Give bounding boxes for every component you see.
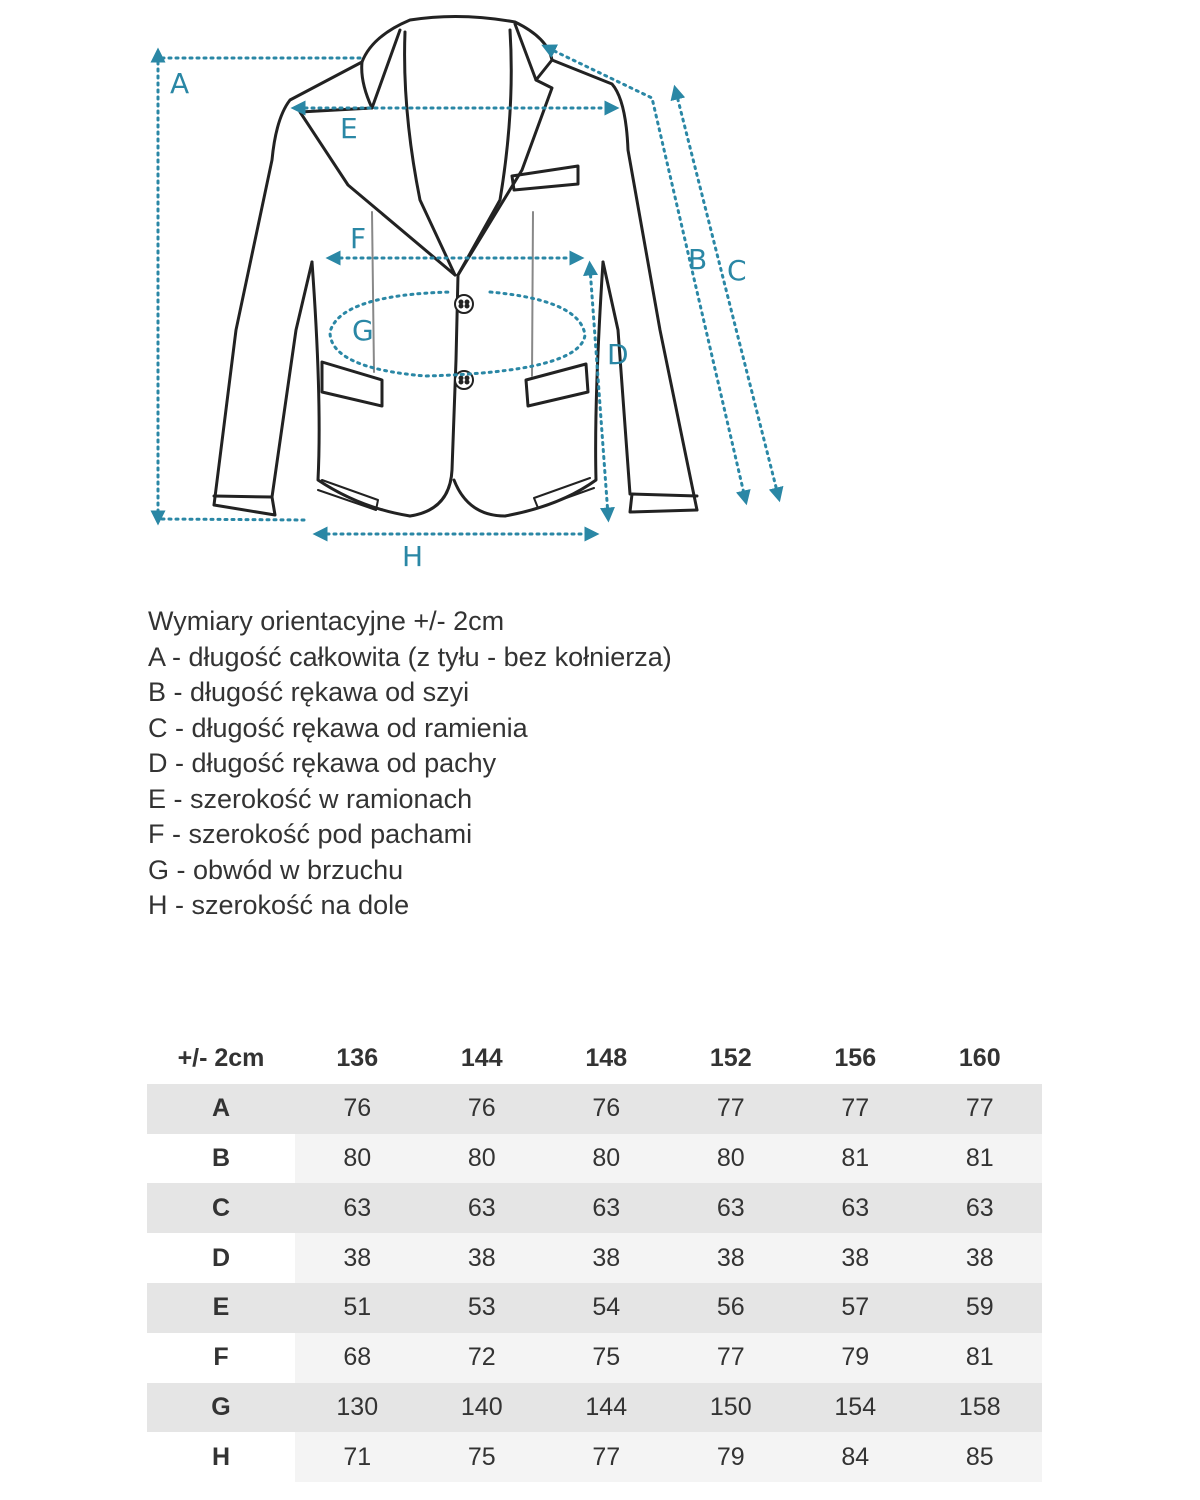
jacket-measurement-diagram — [0, 0, 1200, 590]
row-label: G — [147, 1383, 295, 1433]
table-cell: 71 — [295, 1432, 420, 1482]
table-cell: 38 — [669, 1233, 794, 1283]
legend-item-c: C - długość rękawa od ramienia — [148, 712, 528, 743]
size-header: 152 — [709, 1044, 752, 1073]
table-cell: 76 — [295, 1084, 420, 1134]
legend-item-e: E - szerokość w ramionach — [148, 783, 473, 814]
table-cell: 63 — [918, 1183, 1043, 1233]
table-cell: 81 — [918, 1134, 1043, 1184]
table-row — [147, 1383, 1042, 1433]
measurement-legend — [148, 604, 672, 924]
table-cell: 80 — [295, 1134, 420, 1184]
table-cell: 54 — [544, 1283, 669, 1333]
label-h: H — [402, 540, 424, 573]
table-row — [147, 1084, 1042, 1134]
table-cell: 80 — [420, 1134, 545, 1184]
label-d: D — [607, 338, 629, 371]
table-cell: 80 — [544, 1134, 669, 1184]
legend-item-a: A - długość całkowita (z tyłu - bez kołnierza) — [148, 641, 672, 672]
table-cell: 76 — [544, 1084, 669, 1134]
row-label: E — [147, 1283, 295, 1333]
table-row — [147, 1333, 1042, 1383]
table-cell: 77 — [544, 1432, 669, 1482]
table-corner-tolerance: +/- 2cm — [177, 1044, 265, 1073]
table-cell: 77 — [669, 1084, 794, 1134]
table-cell: 59 — [918, 1283, 1043, 1333]
table-cell: 79 — [793, 1333, 918, 1383]
table-row — [147, 1183, 1042, 1233]
table-row — [147, 1283, 1042, 1333]
table-cell: 154 — [793, 1383, 918, 1433]
row-label: B — [147, 1134, 295, 1184]
table-cell: 63 — [544, 1183, 669, 1233]
table-cell: 81 — [918, 1333, 1043, 1383]
table-row — [147, 1134, 1042, 1184]
table-cell: 38 — [544, 1233, 669, 1283]
table-cell: 38 — [295, 1233, 420, 1283]
table-cell: 77 — [918, 1084, 1043, 1134]
row-label: F — [147, 1333, 295, 1383]
table-cell: 38 — [918, 1233, 1043, 1283]
table-row — [147, 1233, 1042, 1283]
table-cell: 79 — [669, 1432, 794, 1482]
table-cell: 75 — [420, 1432, 545, 1482]
table-cell: 77 — [669, 1333, 794, 1383]
legend-item-b: B - długość rękawa od szyi — [148, 677, 470, 707]
table-cell: 76 — [420, 1084, 545, 1134]
table-cell: 140 — [420, 1383, 545, 1433]
legend-item-d: D - długość rękawa od pachy — [148, 748, 497, 778]
size-header: 156 — [834, 1044, 877, 1073]
legend-note: Wymiary orientacyjne +/- 2cm — [148, 606, 505, 636]
size-header: 144 — [460, 1044, 503, 1073]
table-cell: 150 — [669, 1383, 794, 1433]
row-label: C — [147, 1183, 295, 1233]
size-header: 136 — [336, 1044, 379, 1073]
legend-item-g: G - obwód w brzuchu — [148, 854, 404, 885]
label-e: E — [340, 112, 358, 145]
table-cell: 63 — [295, 1183, 420, 1233]
table-cell: 57 — [793, 1283, 918, 1333]
label-g: G — [352, 314, 374, 347]
table-cell: 144 — [544, 1383, 669, 1433]
table-cell: 77 — [793, 1084, 918, 1134]
size-header-row — [147, 1034, 1042, 1084]
row-label: H — [147, 1432, 295, 1482]
legend-item-h: H - szerokość na dole — [148, 890, 410, 920]
table-cell: 75 — [544, 1333, 669, 1383]
table-row — [147, 1432, 1042, 1482]
table-cell: 68 — [295, 1333, 420, 1383]
jacket-outline — [214, 16, 697, 516]
measure-line-b — [676, 92, 778, 495]
legend-item-f: F - szerokość pod pachami — [148, 819, 473, 849]
row-label: D — [147, 1233, 295, 1283]
label-f: F — [350, 222, 367, 255]
size-table — [147, 1034, 1042, 1482]
table-cell: 158 — [918, 1383, 1043, 1433]
table-cell: 51 — [295, 1283, 420, 1333]
size-header: 160 — [958, 1044, 1001, 1073]
size-header: 148 — [585, 1044, 628, 1073]
table-cell: 72 — [420, 1333, 545, 1383]
measure-line-a-bottom — [162, 519, 305, 520]
table-cell: 56 — [669, 1283, 794, 1333]
table-cell: 63 — [420, 1183, 545, 1233]
row-label: A — [147, 1084, 295, 1134]
label-a: A — [170, 67, 190, 100]
table-cell: 63 — [793, 1183, 918, 1233]
table-cell: 84 — [793, 1432, 918, 1482]
table-cell: 38 — [793, 1233, 918, 1283]
table-cell: 53 — [420, 1283, 545, 1333]
table-cell: 63 — [669, 1183, 794, 1233]
table-cell: 130 — [295, 1383, 420, 1433]
label-b: B — [688, 243, 708, 276]
table-cell: 81 — [793, 1134, 918, 1184]
label-c: C — [727, 254, 747, 287]
table-cell: 38 — [420, 1233, 545, 1283]
table-cell: 80 — [669, 1134, 794, 1184]
table-cell: 85 — [918, 1432, 1043, 1482]
measure-line-c — [548, 48, 745, 498]
